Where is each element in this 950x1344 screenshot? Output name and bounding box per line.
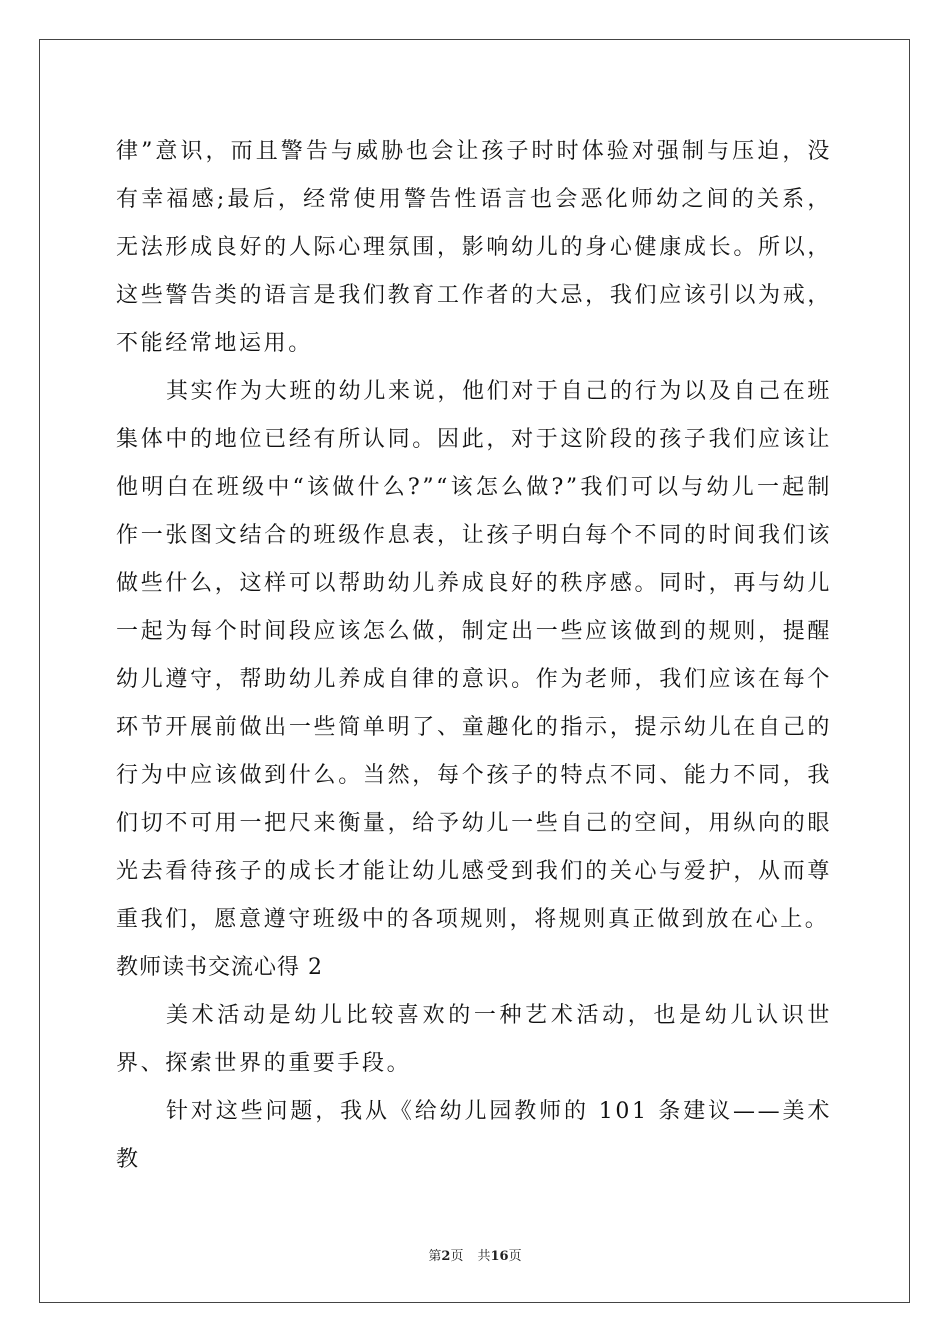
current-page-number: 2: [441, 1249, 451, 1264]
paragraph-4: 针对这些问题，我从《给幼儿园教师的 101 条建议——美术教: [116, 1099, 832, 1172]
paragraph-3: 美术活动是幼儿比较喜欢的一种艺术活动，也是幼儿认识世界、探索世界的重要手段。: [116, 1003, 832, 1076]
footer-prefix: 第: [428, 1249, 442, 1264]
total-page-count: 16: [490, 1249, 509, 1264]
footer-total-prefix: 共: [477, 1249, 491, 1264]
document-body: [116, 128, 832, 1184]
footer-page-unit: 页: [450, 1249, 464, 1264]
paragraph-1: 律”意识，而且警告与威胁也会让孩子时时体验对强制与压迫，没有幸福感;最后，经常使用警告性语言也会恶化师幼之间的关系，无法形成良好的人际心理氛围，影响幼儿的身心健康成长。所以，这些警告类的语言是我们教育工作者的大忌，我们应该引以为戒，不能经常地运用。: [116, 139, 832, 356]
section-heading: 教师读书交流心得 2: [116, 955, 323, 980]
page-footer: [0, 1245, 950, 1264]
footer-total-unit: 页: [508, 1249, 522, 1264]
paragraph-2: 其实作为大班的幼儿来说，他们对于自己的行为以及自己在班集体中的地位已经有所认同。因此，对于这阶段的孩子我们应该让他明白在班级中“该做什么?”“该怎么做?”我们可以与幼儿一起制作一张图文结合的班级作息表，让孩子明白每个不同的时间我们该做些什么，这样可以帮助幼儿养成良好的秩序感。同时，再与幼儿一起为每个时间段应该怎么做，制定出一些应该做到的规则，提醒幼儿遵守，帮助幼儿养成自律的意识。作为老师，我们应该在每个环节开展前做出一些简单明了、童趣化的指示，提示幼儿在自己的行为中应该做到什么。当然，每个孩子的特点不同、能力不同，我们切不可用一把尺来衡量，给予幼儿一些自己的空间，用纵向的眼光去看待孩子的成长才能让幼儿感受到我们的关心与爱护，从而尊重我们，愿意遵守班级中的各项规则，将规则真正做到放在心上。: [116, 379, 832, 932]
